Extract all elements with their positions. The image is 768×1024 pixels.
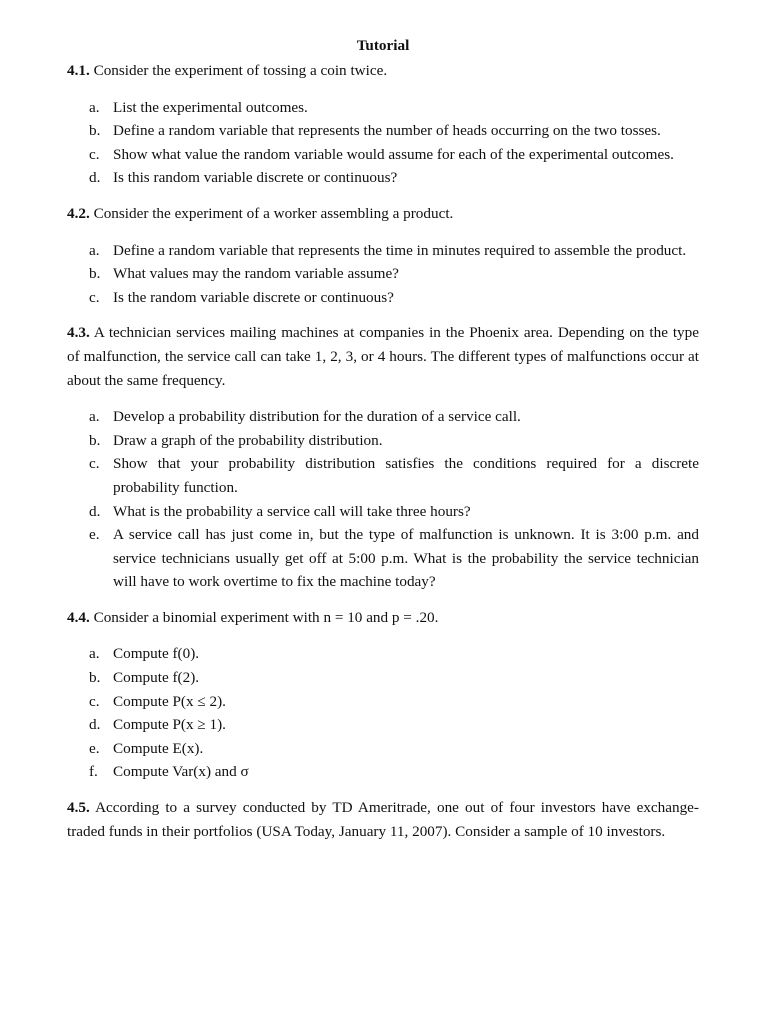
question-number: 4.5. [67,799,90,817]
question-text: According to a survey conducted by TD Ameritrade, one out of four investors have exchange-traded funds in their portfolios (USA Today, January 11, 2007). Consider a sample of 10 investors. [67,799,699,840]
item-text: Compute E(x). [113,739,204,757]
item-letter: b. [89,431,101,449]
list-item [67,286,699,310]
item-text: What is the probability a service call will take three hours? [113,502,471,520]
question-number: 4.1. [67,62,90,79]
item-text: Compute Var(x) and σ [113,763,249,781]
question-4-2 [67,202,699,309]
list-item [67,166,699,190]
question-4-1 [67,59,699,190]
item-text: Show that your probability distribution satisfies the conditions required for a discrete probability function. [113,455,699,496]
question-4-5 [67,796,699,843]
question-stem [67,796,699,843]
question-text: A technician services mailing machines at companies in the Phoenix area. Depending on the type of malfunction, the service call can take 1, 2, 3, or 4 hours. The different types of malfunctions occur at about the same frequency. [67,324,699,389]
question-stem [67,606,699,630]
question-number: 4.3. [67,324,90,342]
list-item [67,500,699,524]
item-text: Compute P(x ≤ 2). [113,692,226,710]
list-item [67,737,699,761]
item-text: Define a random variable that represents the time in minutes required to assemble the product. [113,241,687,259]
list-item [67,690,699,714]
item-letter: a. [89,408,100,426]
question-4-3 [67,321,699,594]
question-stem [67,59,699,83]
item-text: Compute f(2). [113,669,200,687]
item-text: Compute P(x ≥ 1). [113,716,226,734]
page-title: Tutorial [356,37,410,54]
item-letter: d. [89,169,101,187]
question-4-4 [67,606,699,784]
question-text: Consider the experiment of a worker assembling a product. [93,204,454,222]
item-text: List the experimental outcomes. [113,98,308,116]
item-letter: b. [89,265,101,283]
item-letter: d. [89,502,101,520]
item-letter: c. [89,455,100,473]
item-text: Compute f(0). [113,645,200,663]
list-item [67,452,699,499]
list-item [67,239,699,263]
question-number: 4.2. [67,204,90,222]
question-stem [67,321,699,392]
list-item [67,642,699,666]
item-letter: b. [89,122,101,140]
item-letter: a. [89,645,100,663]
list-item [67,713,699,737]
list-item [67,405,699,429]
list-item [67,666,699,690]
question-items [67,405,699,594]
item-letter: c. [89,692,100,710]
item-letter: a. [89,98,100,116]
list-item [67,96,699,120]
item-text: What values may the random variable assume? [113,265,399,283]
item-letter: d. [89,716,101,734]
item-letter: b. [89,669,101,687]
item-letter: e. [89,526,100,544]
list-item [67,760,699,784]
question-text: Consider the experiment of tossing a coin twice. [93,62,388,79]
question-items [67,642,699,784]
question-items [67,96,699,190]
item-letter: e. [89,739,100,757]
list-item [67,429,699,453]
question-stem [67,202,699,226]
item-text: Is this random variable discrete or continuous? [113,169,398,187]
item-text: Define a random variable that represents the number of heads occurring on the two tosses. [113,122,661,140]
question-text: Consider a binomial experiment with n = 10 and p = .20. [93,608,439,626]
item-text: Is the random variable discrete or continuous? [113,288,394,306]
list-item [67,119,699,143]
item-letter: a. [89,241,100,259]
list-item [67,523,699,594]
list-item [67,262,699,286]
item-text: Develop a probability distribution for the duration of a service call. [113,408,521,426]
list-item [67,143,699,167]
item-letter: c. [89,145,100,163]
item-letter: f. [89,763,98,781]
item-text: Draw a graph of the probability distribution. [113,431,383,449]
item-text: Show what value the random variable would assume for each of the experimental outcomes. [113,145,674,163]
item-letter: c. [89,288,100,306]
question-items [67,239,699,310]
question-number: 4.4. [67,608,90,626]
tutorial-page [67,34,699,843]
item-text: A service call has just come in, but the type of malfunction is unknown. It is 3:00 p.m. and service technicians usually get off at 5:00 p.m. What is the probability the service technician will have to work overtime to fix the machine today? [113,526,699,591]
